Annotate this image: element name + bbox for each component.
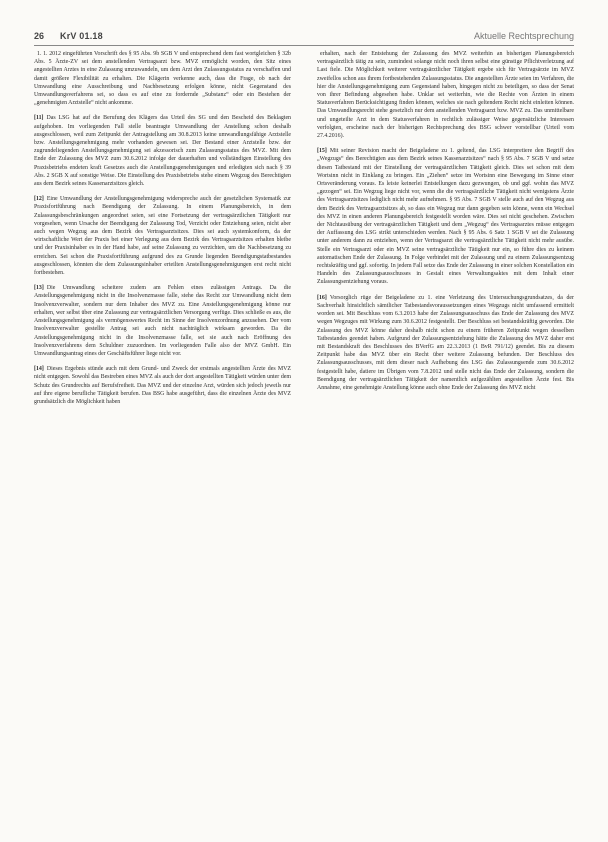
paragraph-number: [15] <box>317 148 327 155</box>
paragraph <box>34 365 291 406</box>
paragraph-text: Vorsorglich rüge der Beigeladene zu 1. eine Verletzung des Untersuchungsgrundsatzes, da der Sachverhalt hinsichtlich sämtlicher Tatbestandsvoraussetzungen eines Wegzugs nicht umfassend ermittelt worden sei. Mit Beschluss vom 6.3.2013 habe der Zulassungsausschuss das Ende der Zulassung des MVZ wegen Wegzuges mit Wirkung zum 30.6.2012 festgestellt. Der Beschluss sei bestandskräftig geworden. Die Zulassung des MVZ könne daher deshalb nicht schon zu einem früheren Zeitpunkt wegen desselben Tatbestandes geendet haben. Aufgrund der Zulassungsentziehung hätte die Zulassung des MVZ daher erst mit Bestandskraft des Beschlusses des BVerfG am 22.3.2013 (1 BvR 791/12) geendet. Bis zu diesem Zeitpunkt habe das MVZ über ein Recht über weitere Zulassung befunden. Der Beschluss des Zulassungsausschusses, mit dem dieser nach Aufhebung des LSG das Zulassungsende zum 30.6.2012 festgestellt habe, datiere im Übrigen vom 7.8.2012 und stelle nicht das Ende der Zulassung, sondern die Beendigung der vertragsärztlichen Tätigkeit der namentlich aufgezählten angestellten Ärzte fest. Bis Annahme, eine genehmigte Anstellung könne auch ohne Ende der Zulassung des MVZ nicht <box>317 294 574 391</box>
header-rule <box>34 45 574 46</box>
paragraph <box>317 50 574 140</box>
section-label: Aktuelle Rechtsprechung <box>473 31 574 41</box>
paragraph-number: [14] <box>34 366 44 373</box>
left-column <box>34 50 291 835</box>
paragraph-text: Die Umwandlung scheitere zudem am Fehlen eines zulässigen Antrags. Da die Anstellungsgenehmigung nicht in die Insolvenzmasse falle, stehe das Recht zur Umwandlung nicht dem Insolvenzverwalter, sondern nur dem Inhaber des MVZ zu. Eine Anstellungsgenehmigung könne nur erhalten, wer selbst über eine Zulassung zur vertragsärztlichen Versorgung verfüge. Dies schließe es aus, die Anstellungsgenehmigung als vermögenswertes Recht im Sinne der Insolvenzordnung anzusehen. Der vom Insolvenzverwalter gestellte Antrag sei auch nicht nachträglich wirksam geworden. Da die Anstellungsgenehmigung nicht in die Insolvenzmasse falle, sei sie auch nach Eröffnung des Insolvenzverfahrens dem Schuldner zuzuordnen. Im vorliegenden Falle also der MVZ GmbH. Ein Umwandlungsantrag eines der Geschäftsführer liege nicht vor. <box>34 285 291 357</box>
paragraph-number: [13] <box>34 285 44 292</box>
paragraph-text: Mit seiner Revision macht der Beigeladene zu 1. geltend, das LSG interpretiere den Begriff des „Wegzugs“ des Berechtigten aus dem Bezirk seines Kassenarztsitzes“ nach § 95 Abs. 7 SGB V und setze diesen Tatbestand mit der Einstellung der vertragsärztlichen Tätigkeit gleich. Dies sei schon mit dem Wortsinn nicht in Einklang zu bringen. Ein „Ziehen“ setze im Wortsinn eine Bewegung im Sinne einer Ortsveränderung voraus. Es leiste keinerlei Entstellungen dazu gezwungen, ob und ggf. wohin das MVZ „gezogen“ sei. Ein Wegzug liege nicht vor, wenn die die vertragsärztliche Tätigkeit nicht wenigstens Ärzte des Vertragsarztsitzes lediglich nicht mehr aufnehmen. § 95 Abs. 7 SGB V stelle auch auf den Wegzug aus dem Bezirk des Vertragsarztsitzes ab, so dass ein Wegzug nur dann gegeben sein könne, wenn ein Wechsel des MVZ in einen anderen Planungsbereich festgestellt worden wäre. Dies sei nicht geschehen. Zwischen der Nichtausübung der vertragsärztlichen Tätigkeit und dem „Wegzug“ des Vertragsarztes müsse entgegen der Auffassung des LSG strikt unterschieden werden. Nach § 95 Abs. 6 Satz 1 SGB V sei die Zulassung unter anderem dann zu entziehen, wenn der Vertragsarzt die vertragsärztliche Tätigkeit nicht mehr ausübe. Stelle ein Vertragsarzt oder ein MVZ seine vertragsärztliche Tätigkeit nur ein, so führe dies zu keinem automatischen Ende der Zulassung. In Folge verbindet mit der Zulassung und zu einem Zulassungsentzug rechtskräftig und ggf. sofortig. In jedem Fall setze das Ende der Zulassung in einer solchen Konstellation ein Handeln des Zulassungsausschusses in Gestalt eines Verwaltungsaktes mit dem Inhalt einer Zulassungsentziehung voraus. <box>317 148 574 286</box>
paragraph <box>34 284 291 358</box>
paragraph <box>34 195 291 277</box>
paragraph-text: 1. 1. 2012 eingeführten Vorschrift des § 95 Abs. 9b SGB V und entsprechend dem fast wortgleichen § 32b Abs. 5 Ärzte-ZV sei dem anstellenden Vertragsarzt bzw. MVZ ermöglicht worden, den Sitz eines angestellten Arztes in eine Zulassung umzuwandeln, um dem Arzt den Zulassungsstatus zu verschaffen und damit größere Flexibilität zu erhalten. Die Klägerin verkenne auch, dass die Frage, ob nach der Umwandlung eine Ausschreibung und Nachbesetzung erfolgen könne, nicht Gegenstand des Umwandlungsverfahrens sei, so dass es auf eine zu fordernde „Substanz“ oder ein Bestehen der „genehmigten Arztstelle“ nicht ankomme. <box>34 51 291 107</box>
page-header <box>34 31 574 45</box>
paragraph-number: [16] <box>317 294 327 301</box>
paragraph-text: erhalten, nach der Entstehung der Zulassung des MVZ weiterhin an bisherigen Planungsbereich vertragsärztlich tätig zu sein, zumindest solange nicht noch ihren selbst eine günstige Pflichtverletzung auf Last fiele. Die Möglichkeit weiterer vertragsärztlicher Tätigkeit ergebe sich für Vertragsärzte im MVZ zweifellos schon aus ihrem fortbestehenden Zulassungsstatus. Die angestellten Ärzte seien im Verfahren, die hier die Anstellungsgenehmigung zum Gegenstand haben, hingegen nicht zu beteiligen, so dass der Senat von ihrer Befindung abgesehen habe. Unklar sei weiterhin, wie die Rechte von Ärzten in einem Statusverfahren Berücksichtigung finden können, welches sie nach geltendem Recht nicht einleiten können. Das Umwandlungsrecht stehe gesetzlich nur dem anstellenden Vertragsarzt bzw. MVZ zu. Das unmittelbare und ungeteilte Arzt in dem Statusverfahren in rechtlich zulässiger Weise gegensätzliche Interessen verfolgten, erscheine nach der bisherigen Rechtsprechung des BSG schwer vorstellbar (Urteil vom 27.4.2016). <box>317 51 574 140</box>
page-number: 26 <box>34 31 45 41</box>
paragraph <box>317 294 574 392</box>
paragraph-text: Eine Umwandlung der Anstellungsgenehmigung widerspreche auch der gesetzlichen Systematik zur Praxisfortführung nach Beendigung der Zulassung. In einem Planungsbereich, in dem Zulassungsbeschränkungen angeordnet seien, sei eine Fortsetzung der vertragsärztlichen Tätigkeit nur vorgesehen, wenn Ursache der Beendigung der Zulassung Tod, Verzicht oder Entziehung seien, nicht aber auch wegen Wegzug aus dem Bezirk des Vertragsarztsitzes. Dies sei auch systemkonform, da der wirtschaftliche Wert der Praxis bei einer Verlegung aus dem Bezirk des Vertragsarztsitzes erhalten bleibe und der Praxisinhaber es in der Hand habe, auf seine Zulassung zu verzichten, um die Nachbesetzung zu erreichen. Sei schon die Praxisfortführung aufgrund des zu Grunde liegenden Beendigungstatbestandes ausgeschlossen, könnten die dem Zulassungsinhaber erteilten Anstellungsgenehmigungen erst recht nicht fortbestehen. <box>34 196 291 277</box>
paragraph-number: [12] <box>34 196 44 203</box>
paragraph <box>34 50 291 107</box>
paragraph-text: Das LSG hat auf die Berufung des Klägers das Urteil des SG und den Bescheid des Beklagten aufgehoben. Im vorliegenden Fall stelle beantragte Umwandlung der Anstellung schon deshalb ausgeschlossen, weil zum Zeitpunkt der Antragstellung am 30.8.2013 keine umwandlungsfähige Arztstelle bzw. Anstellungsgenehmigung mehr vorhanden gewesen sei. Der Bestand einer Arztstelle bzw. der zugrundeliegenden Anstellungsgenehmigung sei akzessorisch zum Zulassungsstatus des MVZ. Mit dem Ende der Zulassung des MVZ zum 30.6.2012 infolge der dauerhaften und vollständigen Einstellung des Praxisbetriebs endeten kraft Gesetzes auch die Anstellungsgenehmigungen und erledigten sich nach § 39 Abs. 2 SGB X auf sonstige Weise. Die Einstellung des Praxisbetriebs stehe einem Wegzug des Berechtigten aus dem Bezirk seines Kassenarztsitzes gleich. <box>34 115 291 188</box>
paragraph <box>317 147 574 286</box>
paragraph <box>34 114 291 188</box>
paragraph-number: [11] <box>34 115 44 122</box>
journal-title: KrV 01.18 <box>60 31 103 41</box>
paragraph-text: Dieses Ergebnis stünde auch mit dem Grund- und Zweck der erstmals angestellten Ärzte des MVZ nicht entgegen. Sowohl das Bestreben eines MVZ als auch der dort angestellten Tätigkeit würden unter dem Schutz des Grundrechts auf Berufsfreiheit. Das MVZ und der einzelne Arzt, würden sich jedoch jeweils nur auf ihre eigene berufliche Tätigkeit berufen. Das BSG habe ausgeführt, dass die einzelnen Ärzte des MVZ grundsätzlich die Möglichkeit haben <box>34 366 291 405</box>
right-column <box>317 50 574 835</box>
